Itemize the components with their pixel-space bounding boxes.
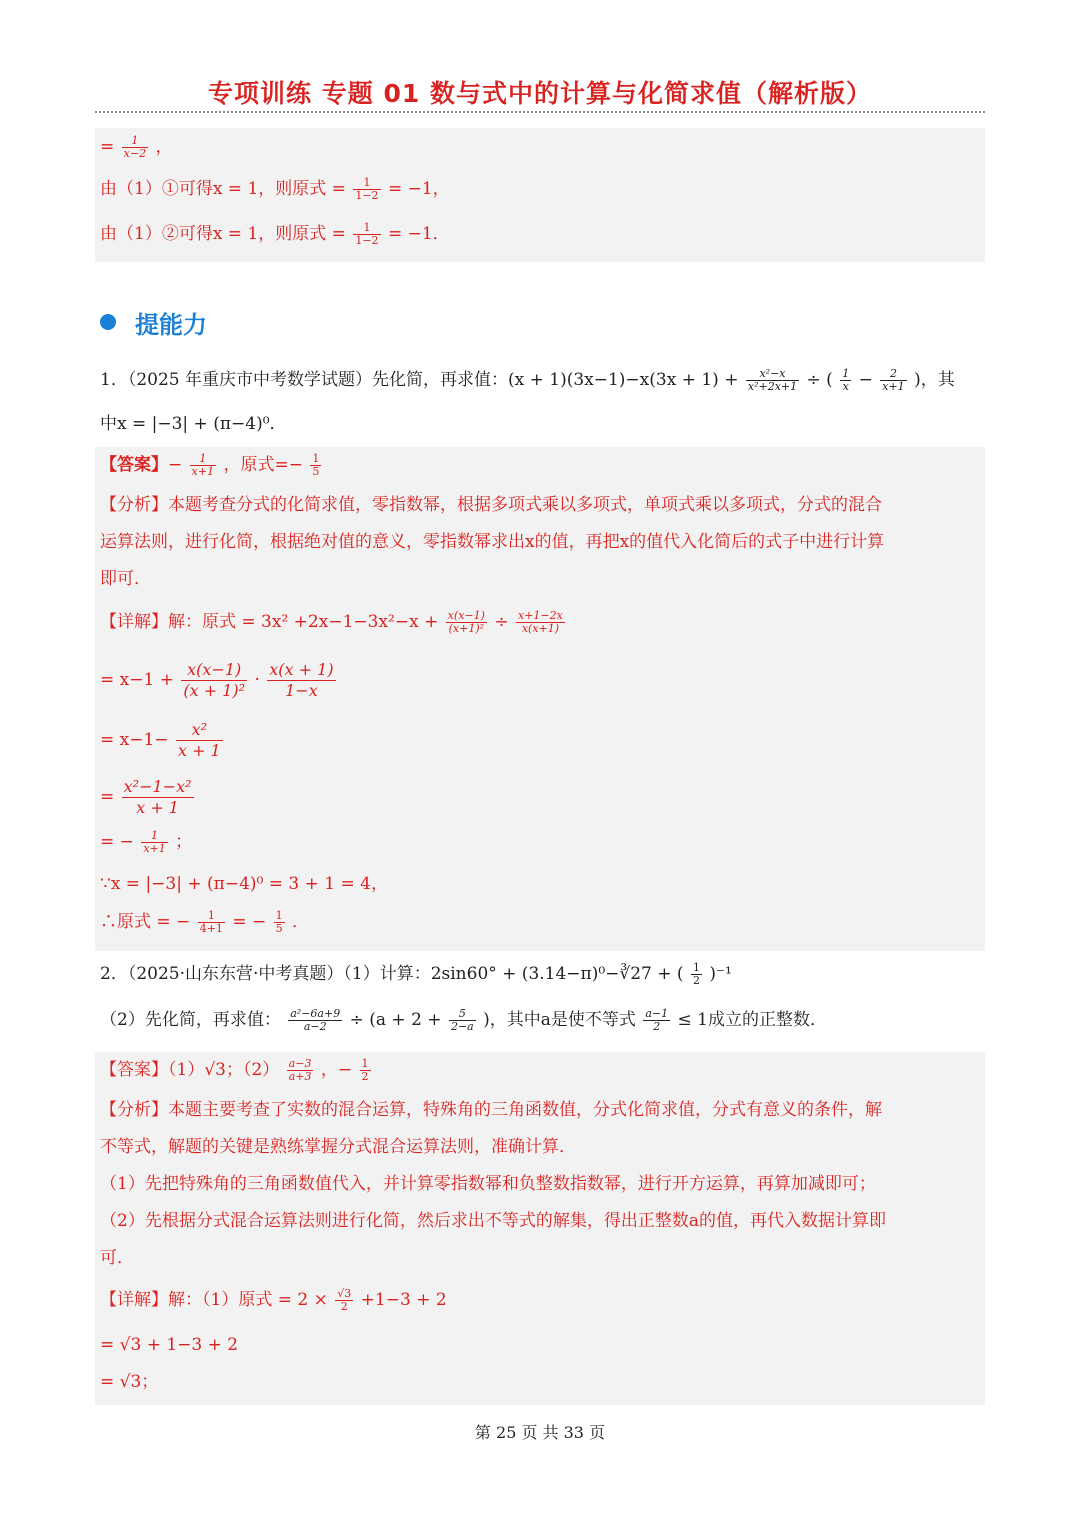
fraction: $\frac{\text{x²−x}}{\text{x²+2x+1}}$ <box>747 367 798 393</box>
q2-analysis-5: 可． <box>100 1248 134 1268</box>
q1-detail-6: ∵x = |−3| + (π−4)⁰ = 3 + 1 = 4， <box>100 874 388 894</box>
q1-answer: 【答案】− $\frac{1}{x+1}$ ，原式=− $\frac{1}{5}$ <box>100 452 320 478</box>
q1-detail-2: = x−1 + $\frac{x(x-1)}{\text{(x + 1)²}}$ · $\frac{x(x + 1)}{1-x}$ <box>100 660 334 700</box>
bullet-dot-icon <box>100 314 116 330</box>
q1-detail-7: ∴原式 = − $\frac{1}{4+1}$ = − $\frac{1}{5}$ ． <box>100 909 310 935</box>
q1-detail-3: = x−1− $\frac{\text{x²}}{x + 1}$ <box>100 720 221 760</box>
fraction: $\frac{5}{2-a}$ <box>450 1007 474 1033</box>
fraction: $\frac{\text{x²−1−x²}}{x + 1}$ <box>123 777 192 817</box>
page-footer: 第 25 页 共 33 页 <box>474 1423 606 1442</box>
fraction: $\frac{1}{4+1}$ <box>199 909 223 935</box>
page-header-title: 专项训练 专题 01 数与式中的计算与化简求值（解析版） <box>208 79 872 108</box>
top-line-1: = $\frac{1}{x-2}$ ， <box>100 134 173 160</box>
fraction: $\frac{1}{x+1}$ <box>143 829 166 855</box>
fraction: $\frac{1}{5}$ <box>275 909 283 935</box>
q1-detail-5: = − $\frac{1}{x+1}$ ； <box>100 829 193 855</box>
fraction: $\frac{x(x-1)}{\text{(x + 1)²}}$ <box>183 660 246 700</box>
section-title: 提能力 <box>135 311 207 339</box>
header-divider <box>95 111 985 113</box>
q2-detail-2: = √3 + 1−3 + 2 <box>100 1335 239 1355</box>
fraction: $\frac{2}{x+1}$ <box>882 367 905 393</box>
fraction: $\frac{\text{x²}}{x + 1}$ <box>177 720 221 760</box>
q1-stem-line-2: 中x = |−3| + (π−4)⁰． <box>100 414 287 434</box>
fraction: $\frac{1}{x}$ <box>842 367 850 393</box>
fraction: $\frac{1}{2}$ <box>361 1057 369 1083</box>
fraction: $\frac{1}{2}$ <box>692 961 700 987</box>
q1-detail-4: = $\frac{\text{x²−1−x²}}{x + 1}$ <box>100 777 192 817</box>
q2-analysis-4: （2）先根据分式混合运算法则进行化简，然后求出不等式的解集，得出正整数a的值，再代入数据计算即 <box>100 1211 886 1231</box>
q2-analysis-2: 不等式，解题的关键是熟练掌握分式混合运算法则，准确计算． <box>100 1137 576 1157</box>
fraction: $\frac{x+1-2x}{x(x+1)}$ <box>518 609 563 635</box>
q1-analysis-2: 运算法则，进行化简，根据绝对值的意义，零指数幂求出x的值，再把x的值代入化简后的式子中进行计算 <box>100 532 885 552</box>
q2-analysis-1: 【分析】本题主要考查了实数的混合运算，特殊角的三角函数值，分式化简求值，分式有意义的条件，解 <box>100 1100 882 1120</box>
q2-answer: 【答案】（1）√3；（2） $\frac{a-3}{a+3}$ ，− $\frac{1}{2}$ <box>100 1057 369 1083</box>
q1-analysis-3: 即可． <box>100 569 151 589</box>
fraction: $\frac{1}{x+1}$ <box>191 452 215 478</box>
fraction: $\frac{x(x-1)}{\text{(x+1)²}}$ <box>447 609 485 635</box>
fraction: $\frac{\text{a²−6a+9}}{a-2}$ <box>290 1007 341 1033</box>
fraction: $\frac{1}{x-2}$ <box>123 134 147 160</box>
fraction: $\frac{1}{1-2}$ <box>355 176 379 202</box>
q2-stem-line-1: 2．（2025·山东东营·中考真题）（1）计算：2sin60° + (3.14−π)⁰−∛27 + ( $\frac{1}{2}$ )⁻¹ <box>100 961 732 987</box>
q2-stem-line-2: （2）先化简，再求值： $\frac{\text{a²−6a+9}}{a-2}$ ÷ (a + 2 + $\frac{5}{2-a}$ )，其中a是使不等式 $\frac{a-1}{2}$ ≤ 1成立的正整数． <box>100 1007 827 1033</box>
q1-detail-1: 【详解】解：原式 = 3x² +2x−1−3x²−x + $\frac{x(x-1)}{\text{(x+1)²}}$ ÷ $\frac{x+1-2x}{x(x+1)}$ <box>100 609 563 635</box>
q2-detail-3: = √3； <box>100 1372 159 1392</box>
fraction: $\frac{√3}{2}$ <box>337 1287 352 1313</box>
top-line-3: 由（1）②可得x = 1，则原式 = $\frac{1}{1-2}$ = −1． <box>100 221 450 247</box>
q2-detail-1: 【详解】解：（1）原式 = 2 × $\frac{√3}{2}$ +1−3 + 2 <box>100 1287 447 1313</box>
top-line-2: 由（1）①可得x = 1，则原式 = $\frac{1}{1-2}$ = −1， <box>100 176 450 202</box>
q2-analysis-3: （1）先把特殊角的三角函数值代入，并计算零指数幂和负整数指数幂，进行开方运算，再算加减即可； <box>100 1174 876 1194</box>
fraction: $\frac{a-1}{2}$ <box>645 1007 669 1033</box>
fraction: $\frac{1}{5}$ <box>312 452 320 478</box>
q1-analysis-1: 【分析】本题考查分式的化简求值，零指数幂，根据多项式乘以多项式，单项式乘以多项式，分式的混合 <box>100 495 882 515</box>
fraction: $\frac{x(x + 1)}{1-x}$ <box>269 660 334 700</box>
fraction: $\frac{1}{1-2}$ <box>355 221 379 247</box>
q1-stem-line-1: 1．（2025 年重庆市中考数学试题）先化简，再求值：(x + 1)(3x−1)−x(3x + 1) + $\frac{\text{x²−x}}{\text{x²+2x+1}}$ ÷ ( $\frac{1}{x}$ − $\frac{2}{x+1}$ )，其 <box>100 367 955 393</box>
fraction: $\frac{a-3}{a+3}$ <box>288 1057 312 1083</box>
